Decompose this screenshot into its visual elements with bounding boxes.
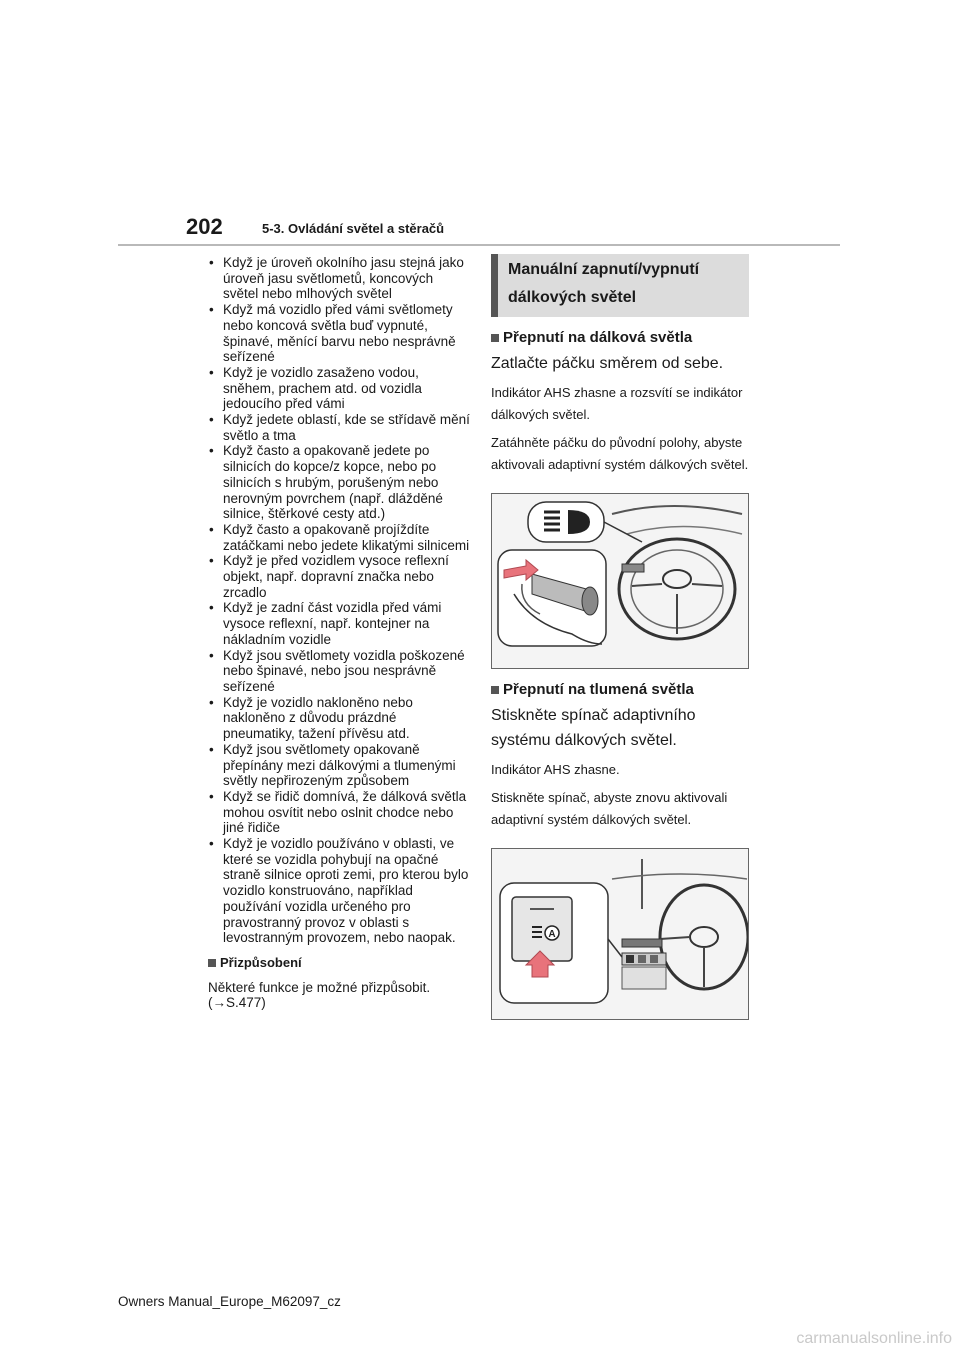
list-item: • Když je vozidlo používáno v oblasti, ve které se vozidla pohybují na opačné straně silnice oproti zemi, pro kterou bylo vozidlo konstruováno, například používání vozidla určeného pro pravostranný provoz v oblasti s levostranným provozem, nebo naopak. (208, 836, 470, 946)
condition-list (208, 255, 470, 946)
ahs-switch-image (492, 849, 748, 1019)
left-column (208, 255, 470, 1011)
switch-a-label: A (548, 929, 556, 940)
list-item: • Když je vozidlo nakloněno nebo nakloněno z důvodu prázdné pneumatiky, tažení přívěsu atd. (208, 695, 470, 742)
page-number: 202 (186, 214, 223, 239)
high-beam-heading (491, 329, 749, 346)
customize-heading-text: Přizpůsobení (220, 954, 302, 970)
list-item: • Když jedete oblastí, kde se střídavě mění světlo a tma (208, 412, 470, 443)
list-item: • Když jsou světlomety vozidla poškozené nebo špinavé, nebo jsou nesprávně seřízené (208, 648, 470, 695)
square-bullet-icon (208, 959, 216, 967)
lever-push-image (492, 494, 748, 668)
square-bullet-icon (491, 334, 499, 342)
high-beam-instruction: Zatlačte páčku směrem od sebe. (491, 355, 724, 372)
list-item: • Když jsou světlomety opakovaně přepínány mezi dálkovými a tlumenými světly nepřirozeným způsobem (208, 742, 470, 789)
low-beam-note-2: Stiskněte spínač, abyste znovu aktivovali adaptivní systém dálkových světel. (491, 790, 728, 827)
list-item: • Když je před vozidlem vysoce reflexní objekt, např. dopravní značka nebo zrcadlo (208, 553, 470, 600)
watermark: carmanualsonline.info (796, 1330, 952, 1347)
section-box-title: Manuální zapnutí/vypnutí dálkových světel (491, 254, 749, 317)
customize-text (208, 980, 470, 1011)
high-beam-heading-text: Přepnutí na dálková světla (503, 329, 693, 346)
footer-document-id: Owners Manual_Europe_M62097_cz (118, 1294, 341, 1309)
list-item: • Když se řidič domnívá, že dálková světla mohou osvítit nebo oslnit chodce nebo jiné řidiče (208, 789, 470, 836)
low-beam-heading (491, 681, 749, 698)
section-title: 5-3. Ovládání světel a stěračů (262, 221, 445, 236)
right-column (491, 254, 749, 1020)
low-beam-note-1: Indikátor AHS zhasne. (491, 762, 620, 777)
square-bullet-icon (491, 686, 499, 694)
header-divider (118, 244, 840, 246)
list-item: • Když často a opakovaně jedete po silnicích do kopce/z kopce, nebo po silnicích s hrubým, porušeným nebo nerovným povrchem (např. dlážděné silnice, štěrkové cesty atd.) (208, 443, 470, 522)
list-item: • Když je úroveň okolního jasu stejná jako úroveň jasu světlometů, koncových světel nebo mlhových světel (208, 255, 470, 302)
low-beam-instruction: Stiskněte spínač adaptivního systému dálkových světel. (491, 707, 696, 749)
list-item: • Když často a opakovaně projíždíte zatáčkami nebo jedete klikatými silnicemi (208, 522, 470, 553)
customize-description: Některé funkce je možné přizpůsobit. (208, 979, 431, 995)
lever-illustration (491, 493, 749, 669)
list-item: • Když je zadní část vozidla před vámi vysoce reflexní, např. kontejner na nákladním vozidle (208, 600, 470, 647)
customize-heading (208, 955, 470, 971)
low-beam-heading-text: Přepnutí na tlumená světla (503, 681, 694, 698)
switch-illustration (491, 848, 749, 1020)
customize-page-link[interactable]: (→S.477) (208, 995, 266, 1011)
high-beam-note-2: Zatáhněte páčku do původní polohy, abyste aktivovali adaptivní systém dálkových světel. (491, 435, 749, 472)
high-beam-note-1: Indikátor AHS zhasne a rozsvítí se indikátor dálkových světel. (491, 385, 743, 422)
list-item: • Když je vozidlo zasaženo vodou, sněhem, prachem atd. od vozidla jedoucího před vámi (208, 365, 470, 412)
list-item: • Když má vozidlo před vámi světlomety nebo koncová světla buď vypnuté, špinavé, měnící barvu nebo nesprávně seřízené (208, 302, 470, 365)
